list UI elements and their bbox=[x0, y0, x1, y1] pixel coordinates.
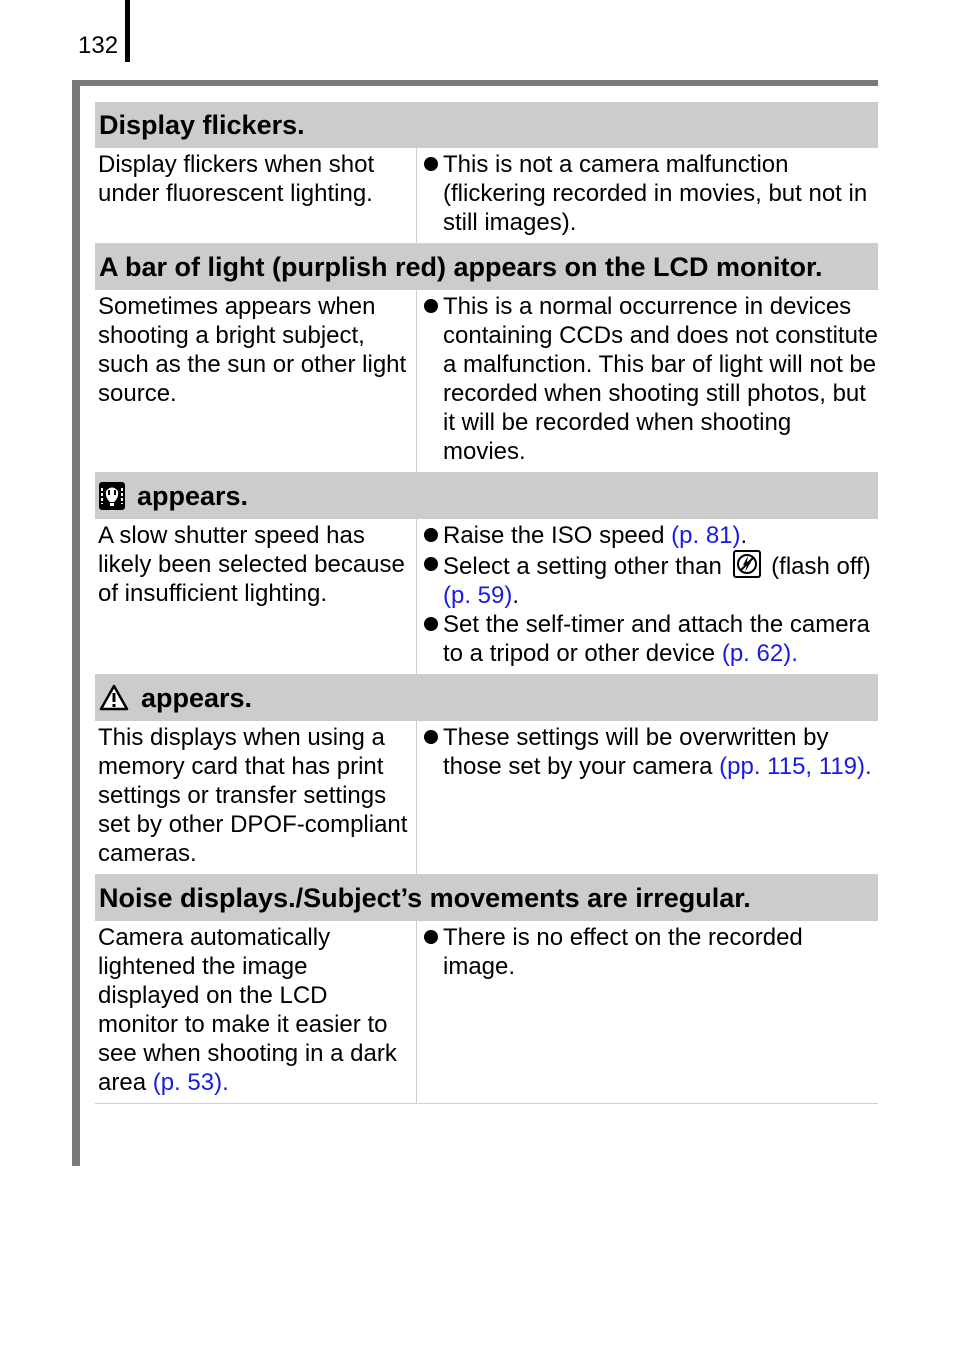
solution-text: (flash off) bbox=[764, 553, 871, 580]
page-number-bar bbox=[125, 0, 130, 62]
solution-bullet bbox=[423, 150, 878, 237]
section-header-bar-of-light bbox=[95, 244, 878, 290]
section-title: appears. bbox=[137, 481, 249, 511]
solution-bullet bbox=[423, 521, 878, 550]
page-reference-link[interactable]: (p. 59) bbox=[443, 582, 513, 609]
warning-triangle-icon bbox=[99, 684, 129, 712]
solution-cell bbox=[417, 290, 878, 472]
solution-cell bbox=[417, 519, 878, 674]
troubleshooting-table bbox=[95, 102, 878, 1104]
table-row bbox=[95, 519, 878, 675]
frame-top-rule bbox=[72, 80, 878, 86]
solution-cell bbox=[417, 148, 878, 243]
cause-cell bbox=[95, 921, 417, 1103]
section-title: A bar of light (purplish red) appears on the LCD monitor. bbox=[99, 252, 823, 282]
page-reference-link[interactable]: (pp. 115, 119) bbox=[719, 753, 866, 780]
page-number: 132 bbox=[78, 32, 119, 59]
flash-off-icon bbox=[733, 550, 761, 578]
section-title: appears. bbox=[141, 683, 253, 713]
solution-text: Select a setting other than bbox=[443, 553, 729, 580]
solution-text: . bbox=[740, 522, 748, 549]
solution-text: Raise the ISO speed bbox=[443, 522, 672, 549]
page-reference-link[interactable]: (p. 81) bbox=[671, 522, 741, 549]
section-header-warning bbox=[95, 675, 878, 721]
solution-bullet bbox=[423, 292, 878, 466]
section-title: Noise displays./Subject’s movements are irregular. bbox=[99, 883, 751, 913]
page-reference-link[interactable]: (p. 53) bbox=[152, 1069, 223, 1096]
solution-text: . bbox=[512, 582, 520, 609]
solution-text: . bbox=[791, 640, 798, 667]
cause-text: Camera automatically lightened the image displayed on the LCD monitor to make it easier to see when shooting in a dark area bbox=[98, 924, 397, 1096]
frame-left-rule bbox=[72, 80, 80, 1166]
section-header-camera-shake bbox=[95, 473, 878, 519]
solution-cell bbox=[417, 721, 878, 874]
table-row bbox=[95, 921, 878, 1104]
solution-bullet bbox=[423, 550, 878, 610]
section-header-noise bbox=[95, 875, 878, 921]
solution-text: There is no effect on the recorded image. bbox=[443, 924, 803, 980]
camera-shake-icon bbox=[99, 482, 125, 510]
solution-bullet bbox=[423, 923, 878, 981]
section-header-display-flickers bbox=[95, 102, 878, 148]
cause-cell: Sometimes appears when shooting a bright subject, such as the sun or other light source. bbox=[95, 290, 417, 472]
solution-text: Set the self-timer and attach the camera to a tripod or other device bbox=[443, 611, 870, 667]
cause-text: . bbox=[222, 1069, 229, 1096]
table-row bbox=[95, 148, 878, 244]
solution-text: This is a normal occurrence in devices containing CCDs and does not constitute a malfunction. This bar of light will not be recorded when shooting still photos, but it will be recorded when shooting movies. bbox=[443, 293, 878, 465]
solution-bullet bbox=[423, 610, 878, 668]
table-row bbox=[95, 290, 878, 473]
solution-bullet bbox=[423, 723, 878, 781]
table-row bbox=[95, 721, 878, 875]
page-reference-link[interactable]: (p. 62) bbox=[721, 640, 792, 667]
cause-cell: This displays when using a memory card that has print settings or transfer settings set by other DPOF-compliant cameras. bbox=[95, 721, 417, 874]
cause-cell: A slow shutter speed has likely been selected because of insufficient lighting. bbox=[95, 519, 417, 674]
solution-text: These settings will be overwritten by those set by your camera bbox=[443, 724, 829, 780]
section-title: Display flickers. bbox=[99, 110, 305, 140]
cause-cell: Display flickers when shot under fluorescent lighting. bbox=[95, 148, 417, 243]
solution-cell bbox=[417, 921, 878, 1103]
solution-text: . bbox=[865, 753, 872, 780]
solution-text: This is not a camera malfunction (flickering recorded in movies, but not in still images). bbox=[443, 151, 868, 236]
